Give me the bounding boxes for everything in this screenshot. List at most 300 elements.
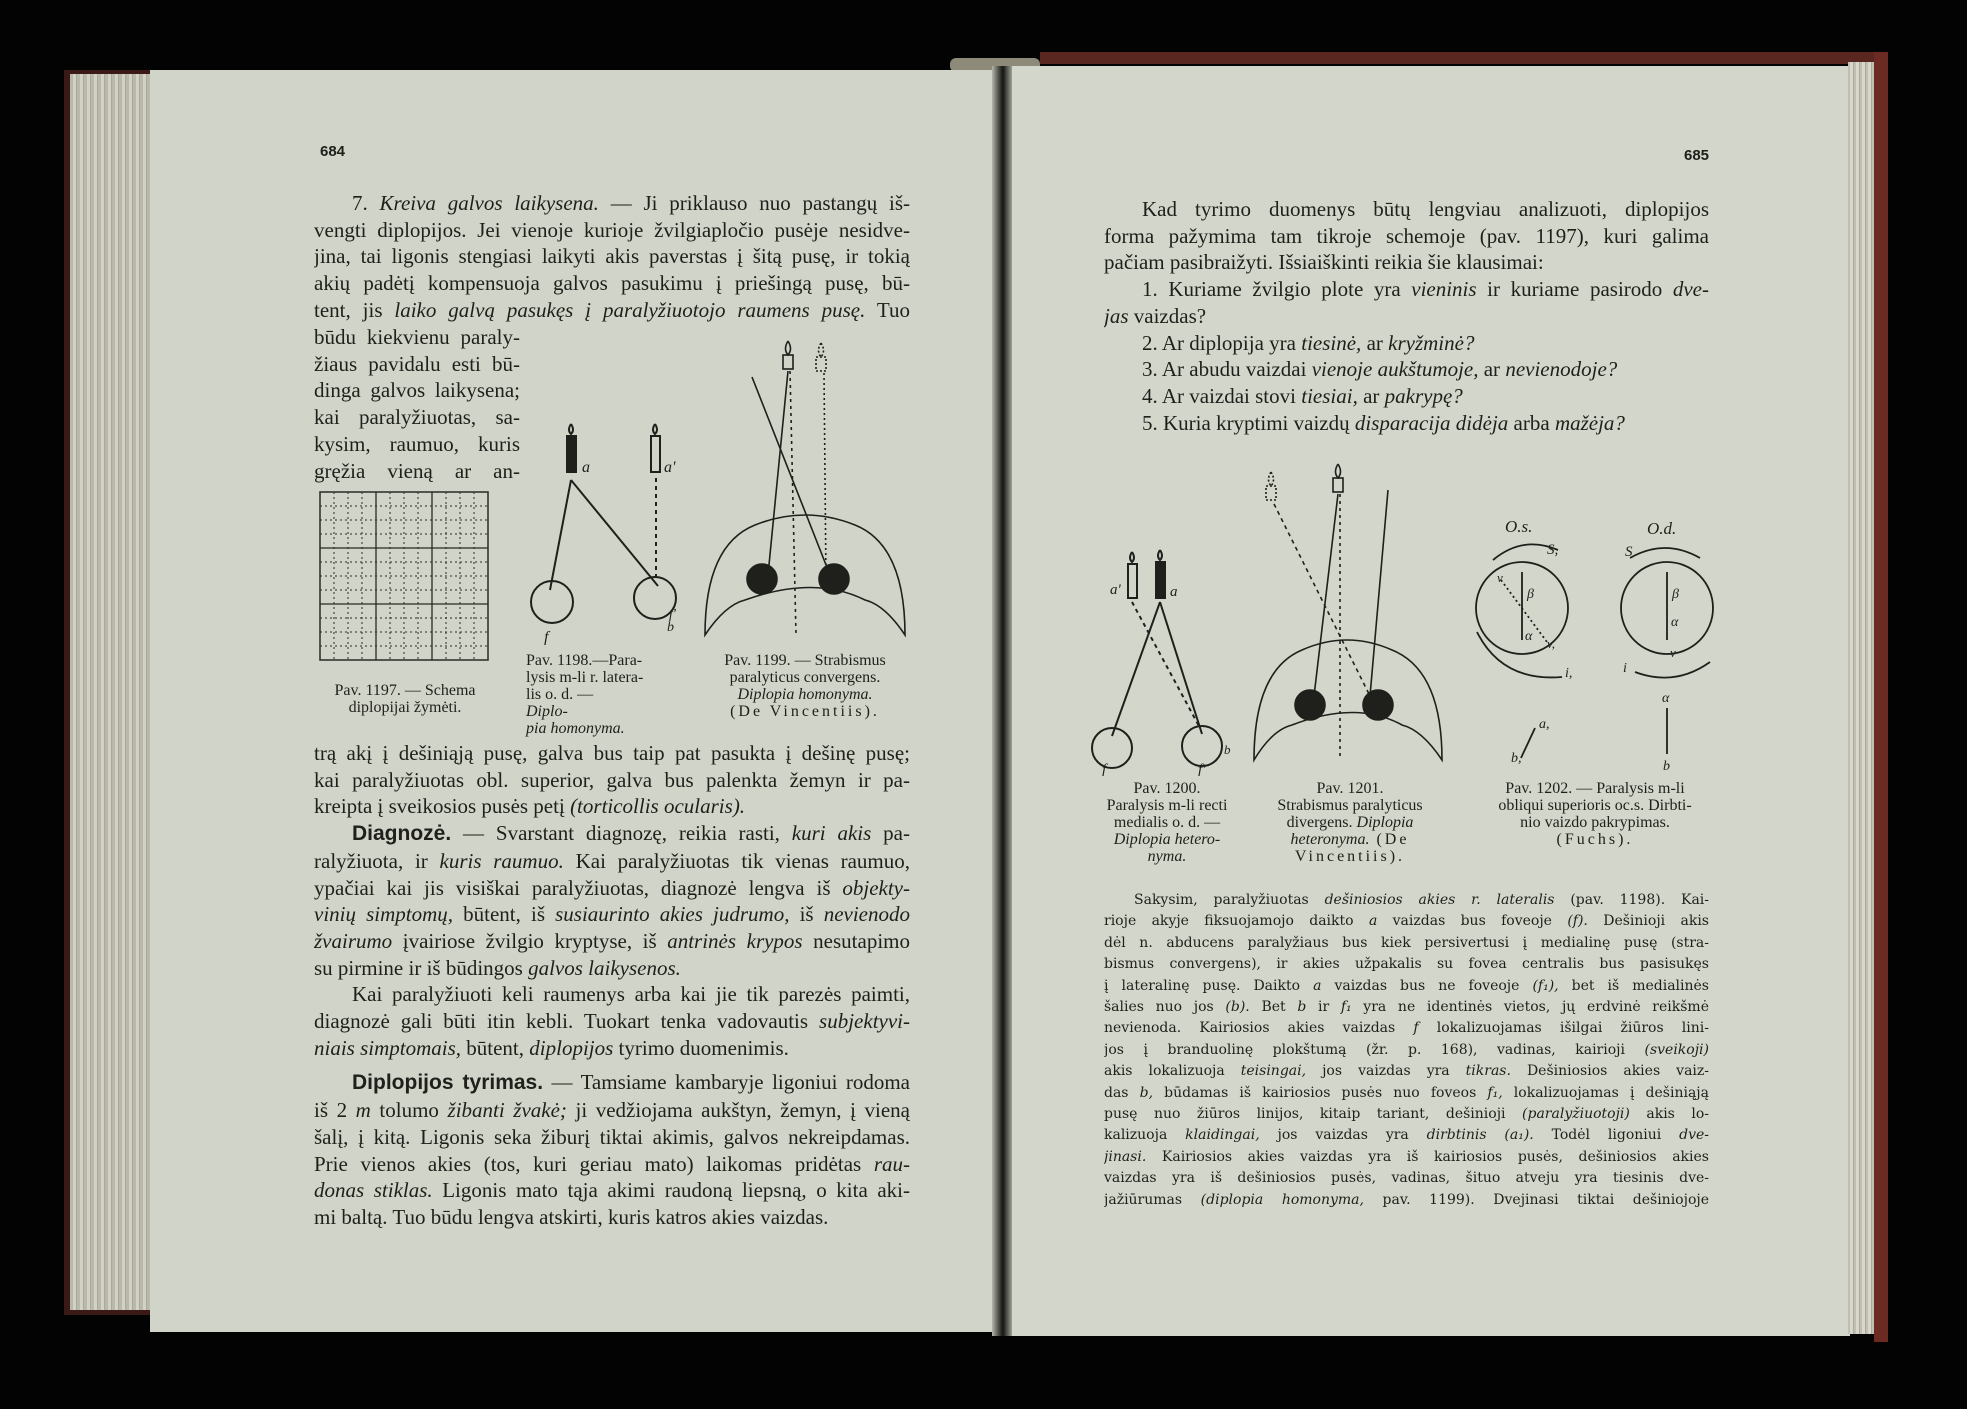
text-run: akių padėtį kompensuoja galvos pasukimu į priešingą pusę, bū- [314,271,910,296]
caption-line [1250,780,1450,797]
italic-run: Diplopia hetero- [1113,831,1221,848]
text-run: kreipta į sveikosios pusės petį [314,794,571,819]
italic-run: b [1297,999,1307,1016]
svg-text:f': f' [669,607,676,622]
text-run: kai paralyžiuotas obl. superior, galva bus palenkta žemyn ir pa- [314,767,910,792]
text-run: kai paralyžiuotas, sa- [314,405,520,430]
italic-run: donas stiklas. [314,1178,433,1203]
text-line [1104,933,1709,954]
italic-run: pakrypę? [1384,383,1463,408]
svg-text:α: α [1525,629,1533,644]
italic-run: jas [1104,303,1129,328]
text-line [314,981,910,1008]
text-run: jos vaizdas yra [1259,1127,1427,1144]
caption-line [1250,797,1450,814]
text-run: — Tamsiame kambaryje ligoniui rodoma [543,1070,910,1095]
italic-run: dve- [1672,277,1709,302]
italic-run: antrinės krypos [667,928,803,953]
italic-run: a [1313,977,1322,994]
text-run: būdu kiekvienu paraly- [314,325,520,349]
candle-flame-icon [569,424,573,434]
text-line [314,793,910,820]
text-run: vaizdas bus foveoje [1377,913,1568,930]
caption-line [526,669,676,686]
caption-line [1470,780,1720,797]
svg-text:b: b [667,620,674,635]
figure-1198-candles-eyes [530,420,690,645]
text-line [314,377,520,404]
text-run: jina, tai ligonis stengiasi laikyti akis paverstas į šitą pusę, ir tokią [314,244,910,269]
italic-run: (f₁), [1532,977,1559,994]
text-run: būtent, iš [453,902,556,927]
caption-line [1092,831,1242,848]
text-run: Todėl ligoniui [1533,1127,1680,1144]
text-line [314,1177,910,1204]
italic-run: klaidingai, [1185,1127,1260,1144]
svg-text:b: b [1224,742,1231,757]
caption-fig-1202 [1470,780,1720,848]
text-run: ji vedžiojama aukštyn, žemyn, į vieną [566,1098,910,1123]
italic-run: nevienodo [823,902,910,927]
svg-text:v: v [1670,645,1676,660]
italic-run: rau- [873,1151,910,1176]
text-line [1104,1125,1709,1146]
text-line [314,1124,910,1151]
italic-run: susiaurinto akies judrumo, [555,902,790,927]
page-stack-left [70,74,154,1310]
text-run: Kad tyrimo duomenys būtų lengviau analizuoti, diplopijos [1142,197,1709,221]
text-run: tolumo [370,1098,448,1123]
candle-outline [651,436,660,472]
svg-text:S,: S, [1547,542,1559,558]
text-run: ralyžiuota, ir [314,848,440,873]
text-run: nesutapimo [802,928,910,953]
text-run: nevienoda. Kairiosios akies vaizdas [1104,1020,1414,1037]
italic-run: dešiniosios akies r. lateralis [1324,892,1555,908]
italic-run: disparacija didėja [1354,410,1509,435]
italic-run: (b). [1225,999,1250,1016]
text-run [1291,831,1410,848]
text-run: 2. Ar diplopija yra [1142,330,1302,355]
text-run: Pav. 1197. — Schema [334,682,476,699]
text-run: dėl n. abducens paralyžiaus bus kiek persivertusi į medialinę pusę (stra- [1104,934,1709,951]
caption-line [1470,831,1720,848]
text-run: Sakysim, paralyžiuotas [1134,892,1325,908]
text-line [1104,1018,1709,1039]
italic-run: kryžminė? [1388,330,1475,355]
right-text-top [1104,196,1709,436]
text-run: šalies nuo jos [1104,999,1226,1016]
text-run: tyrimo duomenimis. [613,1035,789,1060]
svg-text:a': a' [1110,582,1121,598]
text-line [314,740,910,767]
text-run: lis o. d. — [526,686,594,703]
text-run: žiaus pavidalu esti bū- [314,351,520,376]
svg-text:a: a [582,459,590,476]
svg-text:i,: i, [1565,666,1573,681]
text-run: nio vaizdo pakrypimas. [1520,814,1670,831]
text-run: ypačiai kai jis visiškai paralyžiuotas, diagnozė lengva iš [314,875,843,900]
italic-run: Diplopia [1356,814,1414,831]
italic-run: žibanti žvakė; [447,1098,567,1123]
italic-run: galvos laikysenos. [528,955,681,980]
italic-run: (diplopia homonyma, [1200,1191,1364,1208]
italic-run: dirbtinis (a₁). [1426,1127,1534,1144]
text-run: 3. Ar abudu vaizdai [1142,357,1312,382]
text-run: rioje akyje fiksuojamojo daikto [1104,913,1369,930]
caption-fig-1197 [312,682,498,716]
text-line [314,351,520,378]
text-run: Pav. 1199. — Strabismus [724,652,886,669]
italic-run: vinių simptomų, [314,902,454,927]
italic-run: tikras. [1465,1063,1511,1080]
text-run: Bet [1249,999,1298,1016]
italic-run: (f). [1567,913,1588,930]
italic-run: laiko galvą pasukęs į paralyžiuotojo raumens pusę. [394,297,866,322]
right-text-bottom [1104,890,1709,1211]
text-line [314,928,910,955]
italic-run: kuris raumuo. [439,848,564,873]
left-text-wrapped [314,324,520,484]
book-gutter [992,66,1012,1336]
author-credit: (De Vincentiis). [730,703,880,720]
italic-run: vienoje aukštumoje, [1311,357,1479,382]
svg-text:b: b [1663,759,1670,774]
text-line [1104,1147,1709,1168]
text-line [314,297,910,324]
text-run: bismus convergens), ir akies užpakalis su fovea centralis bus pasisukęs [1104,956,1709,973]
text-run: obliqui superioris oc.s. Dirbti- [1498,797,1692,814]
text-line [1104,410,1709,437]
text-line [1104,1061,1709,1082]
book-cover-top [1040,52,1888,64]
svg-text:b,: b, [1511,751,1522,766]
svg-text:β: β [1672,587,1679,602]
italic-run: subjektyvi- [819,1009,910,1034]
italic-run: (paralyžiuotoji) [1522,1106,1630,1123]
italic-run: (sveikoji) [1644,1041,1709,1058]
italic-run: Diplo- [526,703,568,720]
right-eye [819,564,849,594]
caption-line [526,652,676,669]
caption-line [1250,848,1450,865]
text-run: ar [1357,383,1385,408]
figure-1201-head-divergent [1252,460,1447,770]
caption-fig-1199 [700,652,910,720]
text-line [314,458,520,485]
text-run: Pav. 1202. — Paralysis m-li [1505,780,1685,797]
italic-run: teisingai, [1240,1063,1307,1080]
text-line [1104,196,1709,223]
text-run: Paralysis m-li recti [1106,797,1228,814]
text-line [1104,249,1709,276]
text-run: yra ne identinės vietos, jų erdvinė reikšmė [1351,999,1709,1016]
text-run: Pav. 1198.—Para- [526,652,643,669]
text-line [1104,997,1709,1018]
text-run: trą akį į dešiniąją pusę, galva bus taip pat pasukta į dešinę pusę; [314,741,910,765]
svg-text:i: i [1623,661,1627,676]
caption-line [1092,814,1242,831]
text-run: lokalizuojamas į dešiniąją [1502,1084,1709,1101]
svg-text:β: β [1527,587,1534,602]
italic-run: m [355,1098,371,1123]
text-line [1104,911,1709,932]
italic-run: Diplopia homonyma. [737,686,873,703]
caption-fig-1200 [1092,780,1242,865]
text-run: bet iš medialinės [1558,977,1709,994]
text-run: Dešinioji akis [1587,913,1709,930]
text-run: kalizuoja [1104,1127,1186,1144]
figure-1200-candles-eyes [1090,548,1240,776]
text-line [314,901,910,928]
svg-text:f: f [544,629,549,645]
caption-line [700,703,910,720]
caption-line [1470,797,1720,814]
italic-run: tiesinė, [1301,330,1362,355]
caption-line [526,703,676,720]
text-line [314,1097,910,1124]
text-run: akis lokalizuoja [1104,1063,1241,1080]
text-run: akis lo- [1629,1106,1709,1123]
text-run: vaizdas bus ne foveoje [1321,977,1533,994]
candle-outline [1128,564,1137,598]
caption-fig-1198 [526,652,676,737]
candle-filled [567,436,576,472]
text-line [1104,356,1709,383]
text-line [1104,383,1709,410]
figure-1197-diplopia-grid [318,490,492,666]
text-run: Ligonis mato tąja akimi raudoną liepsną, o kita aki- [432,1178,910,1203]
svg-text:S: S [1625,544,1633,560]
text-run: 7. [352,191,380,215]
italic-run: Kreiva galvos laikysena. [379,191,599,215]
caption-line [312,699,498,716]
book-cover-right [1874,52,1888,1342]
caption-line [700,686,910,703]
caption-line [700,652,910,669]
caption-fig-1201 [1250,780,1450,865]
svg-text:v,: v, [1547,636,1556,651]
text-run: pav. 1199). Dvejinasi tiktai dešiniojoje [1363,1191,1709,1208]
text-run: ir [1306,999,1341,1016]
caption-line [700,669,910,686]
text-run: — Svarstant diagnozę, reikia rasti, [451,821,792,846]
text-run: dinga galvos laikysena; [314,378,520,403]
author-credit: Vincentiis). [1294,848,1406,865]
text-run: vaizdas yra iš dešiniosios pusės, vadinas, šituo atveju yra tiesinis dve- [1104,1170,1709,1187]
page-stack-right [1848,62,1876,1334]
text-line [1104,954,1709,975]
text-line [314,955,910,982]
svg-text:a,: a, [1539,717,1550,732]
text-line [1104,303,1709,330]
text-run: divergens. [1286,814,1357,831]
text-run: jažiūrumas [1104,1191,1201,1208]
text-run: gręžia vieną ar an- [314,458,520,483]
text-run: būtent, [461,1035,530,1060]
text-run: su pirmine ir iš būdingos [314,955,529,980]
svg-text:α: α [1671,615,1679,630]
caption-line [526,720,676,737]
text-line [314,270,910,297]
text-run: Tuo [865,297,910,322]
text-line [314,243,910,270]
text-run: į lateralinę pusę. Daikto [1104,977,1314,994]
italic-run: tiesiai, [1301,383,1358,408]
text-run: diagnozė gali būti itin kebli. Tuokart tenka vadovautis [314,1009,820,1034]
text-run: — Ji priklauso nuo pastangų iš- [598,191,910,215]
italic-run: mažėja? [1554,410,1625,435]
italic-run: dve- [1679,1127,1709,1144]
text-run: 5. Kuria kryptimi vaizdų [1142,410,1355,435]
text-line [1104,276,1709,303]
svg-text:f': f' [1198,762,1206,776]
text-line [1104,330,1709,357]
left-text-top [314,190,910,324]
svg-text:f: f [1102,762,1107,776]
text-run: medialis o. d. — [1113,814,1221,831]
figure-1202-eye-rotation [1465,512,1725,774]
italic-run: jinasi. [1104,1148,1147,1165]
text-run: Strabismus paralyticus [1277,797,1423,814]
text-run: kysim, raumuo, kuris [314,431,520,456]
page-number-left: 684 [320,143,346,160]
text-run: ar [1361,330,1389,355]
italic-run: pia homonyma. [526,720,625,737]
left-eye [531,581,573,623]
italic-run: objekty- [842,875,910,900]
text-run: mi baltą. Tuo būdu lengva atskirti, kuris katros akies vaizdas. [314,1204,829,1229]
italic-run: žvairumo [314,928,393,953]
text-run: Kairiosios akies vaizdas yra iš kairiosios pusės, dešiniosios akies [1146,1148,1709,1165]
svg-text:a': a' [664,459,676,476]
text-run: forma pažymima tam tikroje schemoje (pav. 1197), kuri galima [1104,223,1709,248]
text-run: šalį, į kitą. Ligonis seka žiburį tiktai akimis, galvos nekreipdamas. [314,1124,910,1149]
svg-text:a: a [1170,584,1178,600]
text-run: lokalizuojamas išilgai žiūros lini- [1418,1020,1709,1037]
italic-run: nyma. [1147,848,1187,865]
text-run: jos į branduolinę plokštumą (žr. p. 168), vadinas, kairioji [1104,1041,1645,1058]
italic-run: niais simptomais, [314,1035,462,1060]
text-run: Pav. 1200. [1133,780,1201,797]
text-run: įvairiose žvilgio kryptyse, iš [392,928,668,953]
caption-line [1250,814,1450,831]
italic-run: f₁, [1487,1084,1503,1101]
caption-line [1250,831,1450,848]
text-line [1104,223,1709,250]
caption-line [1092,797,1242,814]
text-run: arba [1508,410,1555,435]
text-run: vaizdas? [1128,303,1207,328]
text-run: iš [789,902,824,927]
text-run: diplopijai žymėti. [348,699,462,716]
text-line [314,767,910,794]
page-number-right: 685 [1684,147,1710,164]
caption-line [1470,814,1720,831]
svg-text:α: α [1662,691,1670,706]
head-outline [705,515,905,635]
text-line [314,1069,910,1097]
svg-text:O.s.: O.s. [1505,517,1533,536]
text-line [314,875,910,902]
text-run: lysis m-li r. latera- [526,669,644,686]
text-run: Dešiniosios akies vaiz- [1510,1063,1709,1080]
text-line [1104,1040,1709,1061]
author-credit: (Fuchs). [1556,831,1634,848]
caption-line [526,686,676,703]
italic-run: a [1368,913,1378,930]
italic-run: heteronyma. [1290,831,1370,848]
text-run: Pav. 1201. [1316,780,1384,797]
italic-run: nevienodoje? [1505,357,1618,382]
text-run: pusę nuo žiūros linijos, kitaip tariant, dešinioji [1104,1106,1523,1123]
italic-run: kuri akis [791,821,872,846]
text-run: paralyticus convergens. [729,669,881,686]
text-line [314,431,520,458]
text-run: das [1104,1084,1140,1101]
text-run: Kai paralyžiuotas tik vienas raumuo, [563,848,910,873]
svg-text:v: v [1497,570,1503,585]
text-run: ar [1478,357,1506,382]
italic-run: f₁ [1340,999,1352,1016]
italic-run: b, [1139,1084,1154,1101]
caption-line [1092,780,1242,797]
text-run: vengti diplopijos. Jei vienoje kurioje žvilgiapločio pusėje nesidve- [314,217,910,242]
bold-heading: Diagnozė. [352,822,452,846]
italic-run: f [1413,1020,1419,1037]
text-line [314,1151,910,1178]
text-line [314,324,520,351]
italic-run: (torticollis ocularis). [570,794,746,819]
italic-run: vieninis [1411,277,1477,302]
text-line [1104,890,1709,911]
italic-run: diplopijos [529,1035,614,1060]
text-run: būdamas iš kairiosios pusės nuo foveos [1153,1084,1488,1101]
text-run: 1. Kuriame žvilgio plote yra [1142,277,1412,302]
text-run: jos vaizdas yra [1306,1063,1466,1080]
caption-line [312,682,498,699]
text-line [314,1204,910,1231]
text-line [314,820,910,848]
author-credit: (De [1369,831,1410,848]
text-run: (pav. 1198). Kai- [1554,892,1709,908]
left-eye [747,564,777,594]
text-line [1104,1190,1709,1211]
text-run: Prie vienos akies (tos, kuri geriau mato) laikomas pridėtas [314,1151,874,1176]
caption-line [1092,848,1242,865]
text-run: pa- [871,821,910,846]
text-line [314,1035,910,1062]
text-run: 4. Ar vaizdai stovi [1142,383,1302,408]
figure-1199-head-convergent [700,335,910,650]
text-run [1287,814,1414,831]
candle-filled [1156,562,1165,598]
text-line [314,848,910,875]
text-line [1104,1083,1709,1104]
text-line [1104,976,1709,997]
text-line [314,404,520,431]
text-run: Kai paralyžiuoti keli raumenys arba kai jie tik parezės paimti, [352,982,910,1007]
text-run: ir kuriame pasirodo [1476,277,1673,302]
text-run: tent, jis [314,297,395,322]
text-line [1104,1168,1709,1189]
bold-heading: Diplopijos tyrimas. [352,1071,544,1095]
text-line [314,190,910,217]
text-run: pačiam pasibraižyti. Išsiaiškinti reikia šie klausimai: [1104,250,1544,275]
text-line [1104,1104,1709,1125]
text-line [314,1008,910,1035]
text-run: iš 2 [314,1098,356,1123]
